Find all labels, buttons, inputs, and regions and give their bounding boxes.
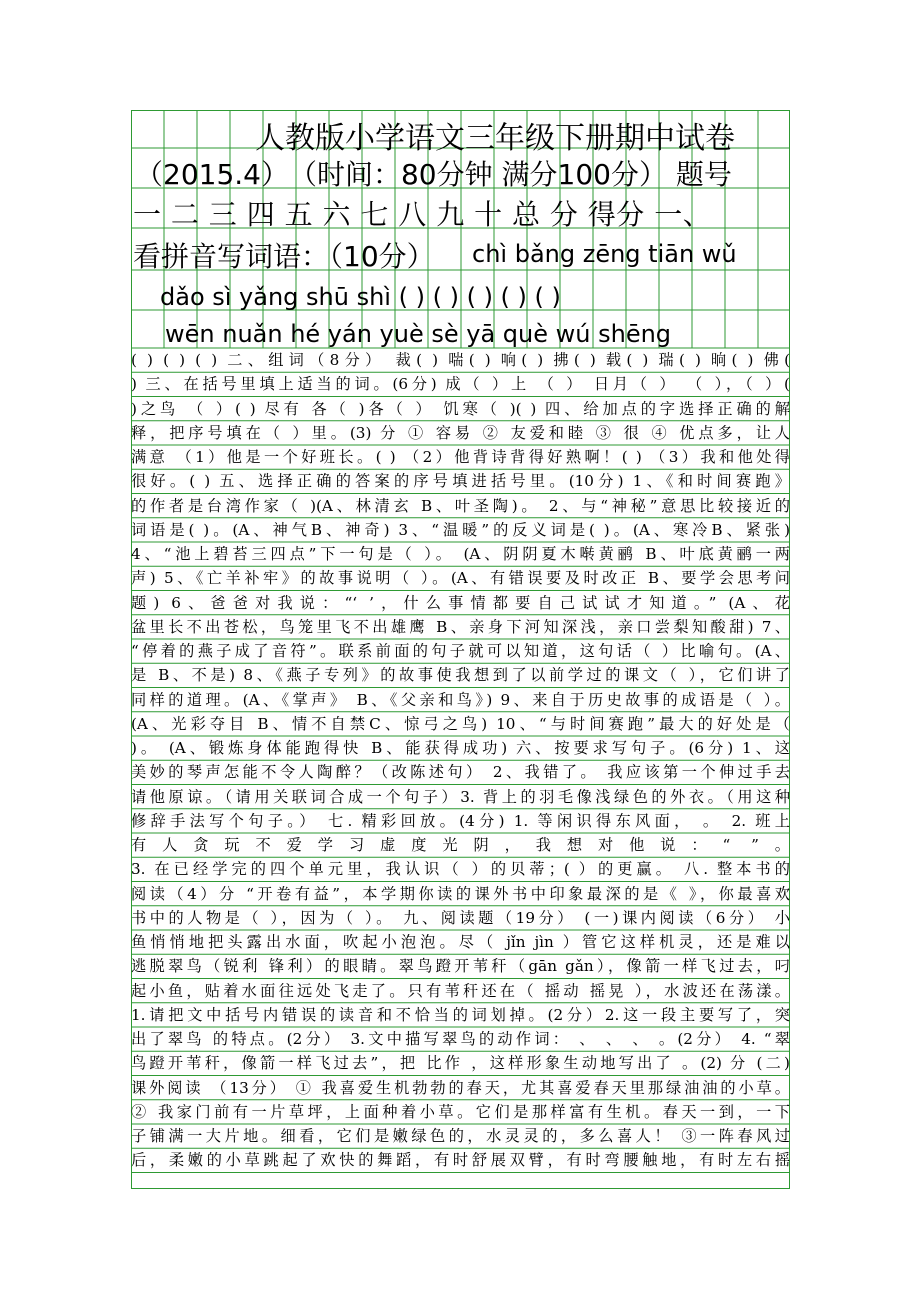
body-line: (A、光彩夺目 B、情不自禁C、惊弓之鸟) 10、“与时间赛跑”最大的好处是（ (131, 714, 790, 733)
body-line: 题) 6、爸爸对我说：“‘ ’，什么事情都要自己试试才知道。” (A、花 (131, 593, 790, 612)
exam-header-info: （2015.4） （时间：80分钟 满分100分） 题号 (135, 158, 732, 191)
body-line: 鱼悄悄地把头露出水面，吹起小泡泡。尽（ jǐn jìn ）管它这样机灵，还是难以 (131, 933, 790, 951)
body-line: 书中的人物是（ ），因为（ ）。 九、阅读题（19分） (一)课内阅读（6分） 小 (131, 908, 790, 927)
body-line: 声) 5、《亡羊补牢》的故事说明（ ）。(A、有错误要及时改正 B、要学会思考问 (131, 569, 790, 588)
body-line: 1.请把文中括号内错误的读音和不恰当的词划掉。(2分）2.这一段主要写了，突 (131, 1005, 790, 1024)
body-line: 很好。( ) 五、选择正确的答案的序号填进括号里。(10分) 1、《和时间赛跑》 (131, 472, 790, 491)
body-line: 词语是( )。(A、神气B、神奇) 3、“温暖”的反义词是( )。(A、寒冷B、紧张) (131, 520, 790, 539)
body-line: 的作者是台湾作家（ )(A、林清玄 B、叶圣陶)。 2、与“神秘”意思比较接近的 (131, 496, 790, 515)
body-line: 同样的道理。(A、《掌声》 B、《父亲和鸟》) 9、来自于历史故事的成语是（ ）。 (131, 690, 790, 709)
body-line: 有人贪玩不爱学习虚度光阴，我想对他说：“ ”。 (131, 836, 790, 854)
body-line: 盆里长不出苍松，鸟笼里飞不出雄鹰 B、亲身下河知深浅，亲口尝梨知酸甜) 7、 (131, 617, 790, 636)
body-line: )之鸟 （ ）( ) 尽有 各（ )各（ ） 饥寒（ )( ) 四、给加点的字选择正确的解 (131, 399, 790, 418)
body-line: 阅读（4）分 “开卷有益”，本学期你读的课外书中印象最深的是《 》，你最喜欢 (131, 884, 790, 903)
body-line: 逃脱翠鸟（锐利 锋利）的眼睛。翠鸟蹬开苇秆（gān gǎn），像箭一样飞过去，叼 (131, 957, 790, 976)
body-line: ( ) ( ) ( ) 二、组词（8分） 裁( ) 喘( ) 响( ) 拂( ) 载( ) 瑞( ) 晌( ) 佛( (131, 351, 790, 369)
body-line: 后，柔嫩的小草跳起了欢快的舞蹈，有时舒展双臂，有时弯腰触地，有时左右摇 (131, 1151, 790, 1170)
section-one-heading: 看拼音写词语：（10分） (133, 240, 435, 273)
body-line: 课外阅读 （13分） ① 我喜爱生机勃勃的春天，尤其喜爱春天里那绿油油的小草。 (131, 1078, 790, 1097)
body-line: 4、“池上碧苔三四点”下一句是（ ）。 (A、阴阴夏木啭黄鹂 B、叶底黄鹂一两 (131, 545, 790, 563)
pinyin-row-2: dǎo sì yǎng shū shì ( ) ( ) ( ) ( ) ( ) (160, 283, 561, 311)
body-line: 出了翠鸟 的特点。(2分） 3.文中描写翠鸟的动作词： 、 、 、 。(2分） 4. “翠 (131, 1030, 790, 1048)
body-line: )。 (A、锻炼身体能跑得快 B、能获得成功) 六、按要求写句子。(6分) 1、这 (131, 739, 790, 757)
body-line: 是 B、不是) 8、《燕子专列》的故事使我想到了以前学过的课文（ ），它们讲了 (131, 666, 790, 685)
body-line: 请他原谅。（请用关联词合成一个句子）3. 背上的羽毛像浅绿色的外衣。（用这种 (131, 787, 790, 806)
body-line: ) 三、在括号里填上适当的词。(6分) 成（ ）上 （ ） 日月（ ） （ ），（ ）( (131, 375, 790, 394)
body-line: 满意 （1）他是一个好班长。( ) （2）他背诗背得好熟啊！( ) （3）我和他处得 (131, 448, 790, 466)
body-line: 美妙的琴声怎能不令人陶醉？（改陈述句） 2、我错了。 我应该第一个伸过手去 (131, 763, 790, 782)
body-line: 释，把序号填在（ ）里。(3) 分 ① 容易 ② 友爱和睦 ③ 很 ④ 优点多，让人 (131, 423, 790, 442)
pinyin-row-3: wēn nuǎn hé yán yuè sè yā què wú shēng (165, 320, 672, 348)
exam-body-text (131, 348, 790, 1188)
body-line: 子铺满一大片地。细看，它们是嫩绿色的，水灵灵的，多么喜人！ ③一阵春风过 (131, 1127, 790, 1145)
body-line: 起小鱼，贴着水面往远处飞走了。只有苇秆还在（ 摇动 摇晃 ），水波还在荡漾。 (131, 981, 790, 1000)
body-line: 鸟蹬开苇秆，像箭一样飞过去”，把 比作 ，这样形象生动地写出了 。(2) 分 (二) (131, 1054, 790, 1073)
body-line: 3. 在已经学完的四个单元里，我认识（ ）的贝蒂；( ）的更赢。 八. 整本书的 (131, 860, 790, 879)
body-line: 修辞手法写个句子。） 七. 精彩回放。(4分) 1. 等闲识得东风面， 。 2. 班上 (131, 811, 790, 830)
body-line: “停着的燕子成了音符”。联系前面的句子就可以知道，这句话（ ）比喻句。(A、 (131, 642, 790, 660)
body-line: ② 我家门前有一片草坪，上面种着小草。它们是那样富有生机。春天一到，一下 (131, 1102, 790, 1121)
score-table-header: 一 二 三 四 五 六 七 八 九 十 总 分 得分 一、 (133, 198, 712, 231)
exam-title: 人教版小学语文三年级下册期中试卷 (255, 121, 735, 156)
pinyin-row-1: chì bǎng zēng tiān wǔ (472, 240, 737, 268)
